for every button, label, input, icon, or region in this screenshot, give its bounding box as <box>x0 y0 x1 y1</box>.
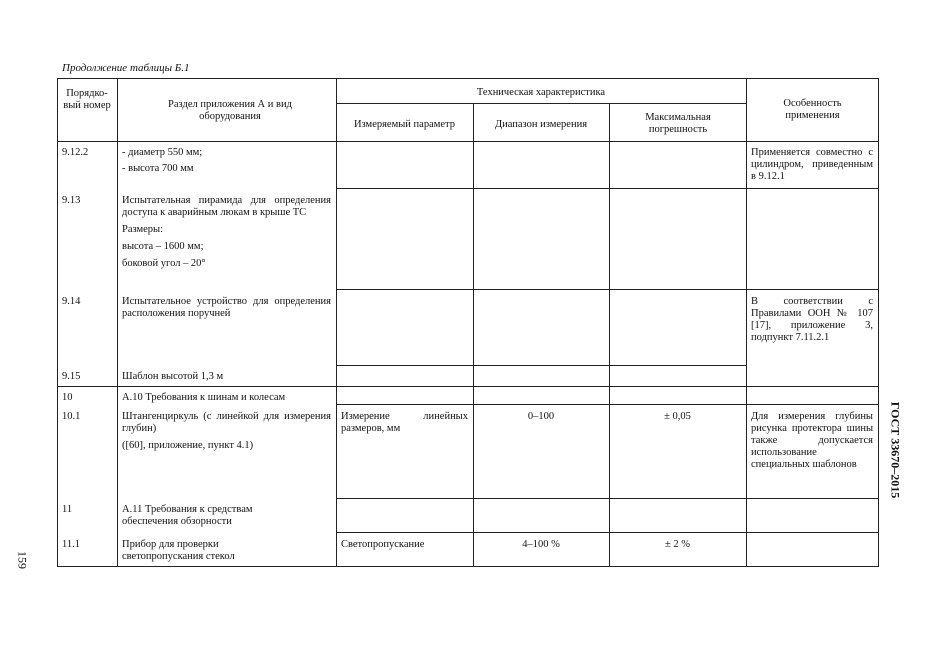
equipment-line: боковой угол – 20° <box>122 258 206 269</box>
row-number: 11 <box>62 504 73 515</box>
equipment-line: А.11 Требования к средствам обеспечения обзорности <box>122 504 253 527</box>
error-cell: ± 2 % <box>664 539 690 550</box>
param-cell: Измерение линейных размеров, мм <box>341 411 468 434</box>
row-number: 9.13 <box>62 195 81 206</box>
standard-designation: ГОСТ 33670–2015 <box>888 401 903 499</box>
equipment-cell <box>117 369 336 385</box>
equipment-line: А.10 Требования к шинам и колесам <box>122 392 286 403</box>
equipment-line: высота – 1600 мм; <box>122 241 204 252</box>
row-number: 11.1 <box>62 539 80 550</box>
equipment-line: Испытательная пирамида для определения доступа к аварийным люкам в крыше ТС <box>122 195 331 218</box>
header-section: Раздел приложения А и вид оборудования <box>168 99 292 122</box>
header-range: Диапазон измерения <box>494 119 588 130</box>
row-number: 9.14 <box>62 296 81 307</box>
equipment-line: Прибор для проверки светопропускания стекол <box>122 539 235 562</box>
equipment-line: ([60], приложение, пункт 4.1) <box>122 440 254 451</box>
equipment-cell <box>117 193 336 272</box>
range-cell: 0–100 <box>527 411 555 422</box>
section-heading <box>117 390 336 406</box>
equipment-line: Шаблон высотой 1,3 м <box>122 371 224 382</box>
equipment-cell <box>117 294 336 322</box>
features-cell: В соответствии с Правилами ООН № 107 [17], приложение 3, подпункт 7.11.2.1 <box>751 296 873 343</box>
equipment-line: - диаметр 550 мм; <box>122 147 203 158</box>
features-cell: Для измерения глубины рисунка протектора шины также допускается использование специальных шаблонов <box>751 411 873 470</box>
equipment-line: - высота 700 мм <box>122 163 194 174</box>
equipment-cell <box>117 537 336 565</box>
section-heading <box>117 502 336 530</box>
equipment-cell <box>117 145 336 177</box>
equipment-line: Испытательное устройство для определения расположения поручней <box>122 296 331 319</box>
range-cell: 4–100 % <box>522 539 560 550</box>
header-error: Максимальная погрешность <box>645 112 711 135</box>
features-cell: Применяется совместно с цилиндром, приведенным в 9.12.1 <box>751 147 873 182</box>
row-number: 10 <box>62 392 73 403</box>
header-number: Порядко-вый номер <box>63 88 111 111</box>
row-number: 10.1 <box>62 411 81 422</box>
header-features: Особенность применения <box>783 98 842 121</box>
row-number: 9.12.2 <box>62 147 89 158</box>
equipment-line: Штангенциркуль (с линейкой для измерения глубин) <box>122 411 331 434</box>
error-cell: ± 0,05 <box>664 411 691 422</box>
param-cell: Светопропускание <box>341 539 425 550</box>
table-continuation-caption: Продолжение таблицы Б.1 <box>62 62 190 74</box>
header-param: Измеряемый параметр <box>353 119 456 130</box>
equipment-cell <box>117 409 336 454</box>
header-technical: Техническая характеристика <box>476 87 606 98</box>
equipment-line: Размеры: <box>122 224 164 235</box>
row-number: 9.15 <box>62 371 81 382</box>
page-number: 159 <box>15 551 30 569</box>
